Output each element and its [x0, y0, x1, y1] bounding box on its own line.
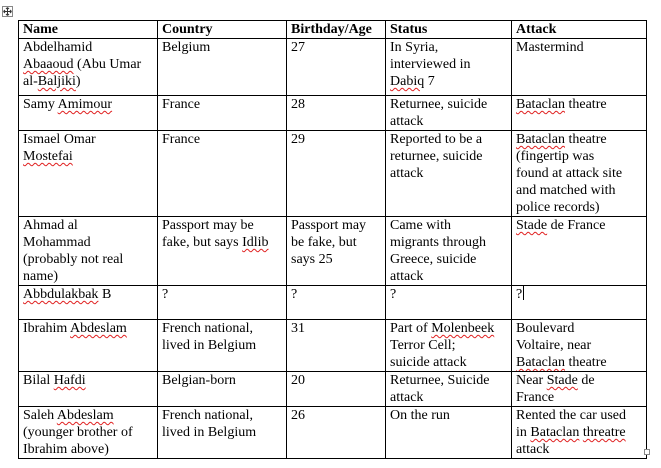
cell-text: 28	[291, 97, 305, 112]
cell-text: ?	[291, 287, 298, 302]
cell-birthday-age[interactable]	[287, 96, 386, 131]
cell-text-line	[390, 354, 507, 371]
cell-text: Idlib	[242, 235, 269, 250]
cell-text: and matched with	[516, 183, 616, 198]
cell-status[interactable]	[386, 320, 512, 372]
cell-text: Bataclan	[516, 355, 565, 370]
cell-text-line	[516, 165, 642, 182]
cell-name[interactable]	[19, 372, 158, 407]
cell-text-line	[23, 96, 153, 113]
cell-text-line	[23, 39, 153, 56]
cell-text: 29	[291, 132, 305, 147]
cell-text: theatre	[564, 132, 607, 147]
cell-text: in	[516, 425, 531, 440]
cell-text: Returnee, suicide	[390, 97, 488, 112]
cell-text-line	[516, 320, 642, 337]
cell-text: attack	[390, 166, 424, 181]
cell-text-line	[162, 337, 282, 354]
cell-text-line	[516, 96, 642, 113]
cell-status[interactable]	[386, 372, 512, 407]
cell-text-line	[162, 96, 282, 113]
cell-text: interviewed in	[390, 57, 471, 72]
cell-text-line	[291, 217, 381, 234]
cell-text-line	[23, 56, 153, 73]
cell-text: migrants through	[390, 235, 487, 250]
cell-status[interactable]	[386, 39, 512, 96]
cell-text: Mastermind	[516, 40, 584, 55]
cell-status[interactable]	[386, 217, 512, 286]
cell-status[interactable]	[386, 96, 512, 131]
cell-text-line	[162, 407, 282, 424]
cell-text: B	[98, 287, 112, 302]
cell-text-line	[390, 268, 507, 285]
cell-text-line	[162, 217, 282, 234]
text-cursor	[523, 286, 524, 300]
header-status[interactable]: Status	[386, 21, 512, 39]
cell-text: Abaaoud	[23, 57, 74, 72]
cell-text-line	[390, 39, 507, 56]
cell-text-line	[390, 372, 507, 389]
cell-text: found at attack site	[516, 166, 623, 181]
table-header-row	[19, 21, 647, 39]
cell-text: (Abu Umar	[73, 57, 142, 72]
cell-birthday-age[interactable]	[287, 217, 386, 286]
cell-text: Hafdi	[53, 373, 86, 388]
cell-text-line	[390, 56, 507, 73]
table-row	[19, 39, 647, 96]
cell-text: Voltaire, near	[516, 338, 592, 353]
cell-name[interactable]	[19, 217, 158, 286]
cell-text: Bataclan	[516, 97, 565, 112]
cell-text-line	[162, 320, 282, 337]
cell-text: attack	[390, 114, 424, 129]
cell-text: Ismael Omar	[23, 132, 96, 147]
cell-text-line	[390, 96, 507, 113]
cell-status[interactable]	[386, 407, 512, 459]
cell-text: )	[75, 74, 81, 89]
cell-text-line	[23, 217, 153, 234]
cell-text-line	[516, 337, 642, 354]
cell-text: French national,	[162, 321, 253, 336]
cell-text-line	[390, 407, 507, 424]
cell-text: theatre	[564, 97, 607, 112]
cell-text-line	[390, 148, 507, 165]
cell-text: Dabiq	[390, 74, 425, 89]
cell-text: returnee, suicide	[390, 149, 483, 164]
cell-text: Stade	[546, 373, 578, 388]
cell-text: Part of	[390, 321, 432, 336]
cell-text: 27	[291, 40, 305, 55]
cell-text-line	[516, 372, 642, 389]
cell-text-line	[162, 131, 282, 148]
cell-attack[interactable]	[512, 96, 647, 131]
cell-text-line	[516, 354, 642, 371]
cell-text: Samy	[23, 97, 58, 112]
cell-text: Bataclan	[516, 132, 565, 147]
cell-birthday-age[interactable]	[287, 407, 386, 459]
cell-country[interactable]	[158, 217, 287, 286]
cell-name[interactable]	[19, 131, 158, 217]
cell-text-line	[516, 389, 642, 406]
cell-text-line	[390, 113, 507, 130]
cell-country[interactable]	[158, 372, 287, 407]
table-row	[19, 131, 647, 217]
cell-name[interactable]	[19, 96, 158, 131]
cell-text-line	[23, 286, 153, 303]
table-row	[19, 96, 647, 131]
cell-text: ?	[516, 287, 523, 302]
cell-text-line	[390, 320, 507, 337]
cell-text-line	[390, 131, 507, 148]
cell-text-line	[516, 286, 642, 303]
cell-text-line	[516, 407, 642, 424]
cell-text: theatre	[564, 355, 607, 370]
cell-text: attack	[516, 442, 550, 457]
header-attack[interactable]: Attack	[512, 21, 647, 39]
cell-text: threatre	[582, 425, 626, 440]
cell-text-line	[162, 39, 282, 56]
cell-text-line	[390, 165, 507, 182]
cell-text: Rented the car used	[516, 408, 627, 423]
cell-text-line	[390, 389, 507, 406]
cell-text-line	[390, 234, 507, 251]
cell-text-line	[23, 407, 153, 424]
cell-text-line	[23, 251, 153, 268]
cell-text: (younger brother of	[23, 425, 133, 440]
cell-text-line	[390, 286, 507, 303]
cell-text: Abdelhamid	[23, 40, 93, 55]
cell-text: says 25	[291, 252, 333, 267]
cell-text-line	[390, 251, 507, 268]
cell-text-line	[390, 73, 507, 90]
cell-name[interactable]	[19, 39, 158, 96]
table-row	[19, 217, 647, 286]
cell-text: lived in Belgium	[162, 425, 257, 440]
cell-text: In Syria,	[390, 40, 439, 55]
cell-text: Near	[516, 373, 547, 388]
cell-text-line	[23, 234, 153, 251]
cell-country[interactable]	[158, 131, 287, 217]
cell-text: Belgian-born	[162, 373, 236, 388]
cell-country[interactable]	[158, 39, 287, 96]
cell-name[interactable]	[19, 407, 158, 459]
cell-text: Abdeslam	[56, 408, 114, 423]
cell-text-line	[23, 441, 153, 458]
cell-country[interactable]	[158, 407, 287, 459]
cell-text: Molenbeek	[431, 321, 495, 336]
cell-text-line	[162, 234, 282, 251]
cell-attack[interactable]	[512, 286, 647, 320]
table-row	[19, 372, 647, 407]
cell-text: Abbdulakbak	[23, 287, 99, 302]
cell-text: France	[516, 390, 555, 405]
cell-text: Baljiki	[37, 74, 76, 89]
cell-text-line	[162, 372, 282, 389]
cell-text: be fake, but	[291, 235, 357, 250]
cell-country[interactable]	[158, 286, 287, 320]
cell-text: Ahmad al	[23, 218, 78, 233]
table-row	[19, 320, 647, 372]
cell-text-line	[23, 268, 153, 285]
cell-text: Returnee, Suicide	[390, 373, 490, 388]
cell-birthday-age[interactable]	[287, 39, 386, 96]
cell-text: Passport may	[291, 218, 367, 233]
cell-text: attack	[390, 390, 424, 405]
cell-text-line	[516, 441, 642, 458]
cell-text: Abdeslam	[70, 321, 127, 336]
table-row	[19, 407, 647, 459]
table-move-handle-icon[interactable]	[2, 6, 13, 17]
cell-text-line	[162, 286, 282, 303]
cell-text: lived in Belgium	[162, 338, 257, 353]
cell-text-line	[516, 424, 642, 441]
cell-text-line	[23, 73, 153, 90]
cell-text-line	[516, 217, 642, 234]
cell-text-line	[516, 199, 642, 216]
cell-text-line	[291, 320, 381, 337]
cell-text: police records)	[516, 200, 600, 215]
header-name[interactable]: Name	[19, 21, 158, 39]
cell-text-line	[291, 286, 381, 303]
cell-text-line	[291, 131, 381, 148]
cell-text-line	[291, 96, 381, 113]
cell-country[interactable]	[158, 96, 287, 131]
cell-text: (fingertip was	[516, 149, 595, 164]
cell-text-line	[23, 372, 153, 389]
cell-text: 26	[291, 408, 305, 423]
cell-text: 7	[424, 74, 435, 89]
cell-text: Saleh	[23, 408, 57, 423]
cell-attack[interactable]	[512, 217, 647, 286]
cell-text: Bilal	[23, 373, 54, 388]
cell-text: Reported to be a	[390, 132, 483, 147]
cell-status[interactable]	[386, 286, 512, 320]
cell-status[interactable]	[386, 131, 512, 217]
cell-text: Ibrahim above)	[23, 442, 109, 457]
cell-text-line	[291, 407, 381, 424]
cell-birthday-age[interactable]	[287, 131, 386, 217]
cell-text-line	[516, 148, 642, 165]
cell-text-line	[516, 39, 642, 56]
cell-birthday-age[interactable]	[287, 372, 386, 407]
table-resize-handle[interactable]	[644, 449, 650, 455]
cell-text: fake, but says	[162, 235, 243, 250]
cell-attack[interactable]	[512, 39, 647, 96]
cell-text: Terror Cell;	[390, 338, 456, 353]
cell-text: French national,	[162, 408, 253, 423]
cell-text: Ibrahim	[23, 321, 71, 336]
cell-text: attack	[390, 269, 424, 284]
cell-text: de	[577, 373, 595, 388]
cell-text-line	[162, 424, 282, 441]
cell-text: al-	[23, 74, 38, 89]
cell-text: Stade	[516, 218, 548, 233]
cell-text: name)	[23, 269, 58, 284]
cell-text: Passport may be	[162, 218, 254, 233]
cell-text: France	[162, 132, 201, 147]
cell-text: suicide attack	[390, 355, 467, 370]
cell-text: (probably not real	[23, 252, 124, 267]
cell-text-line	[516, 131, 642, 148]
cell-text: France	[162, 97, 201, 112]
cell-text-line	[291, 372, 381, 389]
cell-text: de France	[547, 218, 606, 233]
attackers-table[interactable]	[18, 20, 647, 459]
cell-country[interactable]	[158, 320, 287, 372]
cell-text: Bataclan	[530, 425, 580, 440]
cell-text: Amimour	[57, 97, 113, 112]
cell-text-line	[516, 182, 642, 199]
cell-text: Mostefai	[23, 149, 73, 164]
cell-attack[interactable]	[512, 372, 647, 407]
cell-text-line	[390, 217, 507, 234]
cell-text: ?	[390, 287, 397, 302]
cell-text-line	[23, 424, 153, 441]
header-birthday-age[interactable]: Birthday/Age	[287, 21, 386, 39]
cell-text: 20	[291, 373, 305, 388]
cell-attack[interactable]	[512, 131, 647, 217]
table-row	[19, 286, 647, 320]
header-country[interactable]: Country	[158, 21, 287, 39]
cell-text-line	[23, 131, 153, 148]
cell-attack[interactable]	[512, 407, 647, 459]
cell-text-line	[23, 148, 153, 165]
cell-text-line	[291, 251, 381, 268]
cell-attack[interactable]	[512, 320, 647, 372]
cell-text-line	[390, 337, 507, 354]
cell-text: ?	[162, 287, 169, 302]
cell-text-line	[291, 234, 381, 251]
cell-text: Belgium	[162, 40, 211, 55]
cell-name[interactable]	[19, 286, 158, 320]
cell-text: On the run	[390, 408, 450, 423]
cell-text-line	[23, 320, 153, 337]
cell-text: 31	[291, 321, 305, 336]
cell-text: Mohammad	[23, 235, 91, 250]
cell-text: Boulevard	[516, 321, 575, 336]
cell-birthday-age[interactable]	[287, 286, 386, 320]
cell-birthday-age[interactable]	[287, 320, 386, 372]
cell-text: Came with	[390, 218, 452, 233]
cell-text-line	[291, 39, 381, 56]
cell-text: Greece, suicide	[390, 252, 477, 267]
cell-name[interactable]	[19, 320, 158, 372]
